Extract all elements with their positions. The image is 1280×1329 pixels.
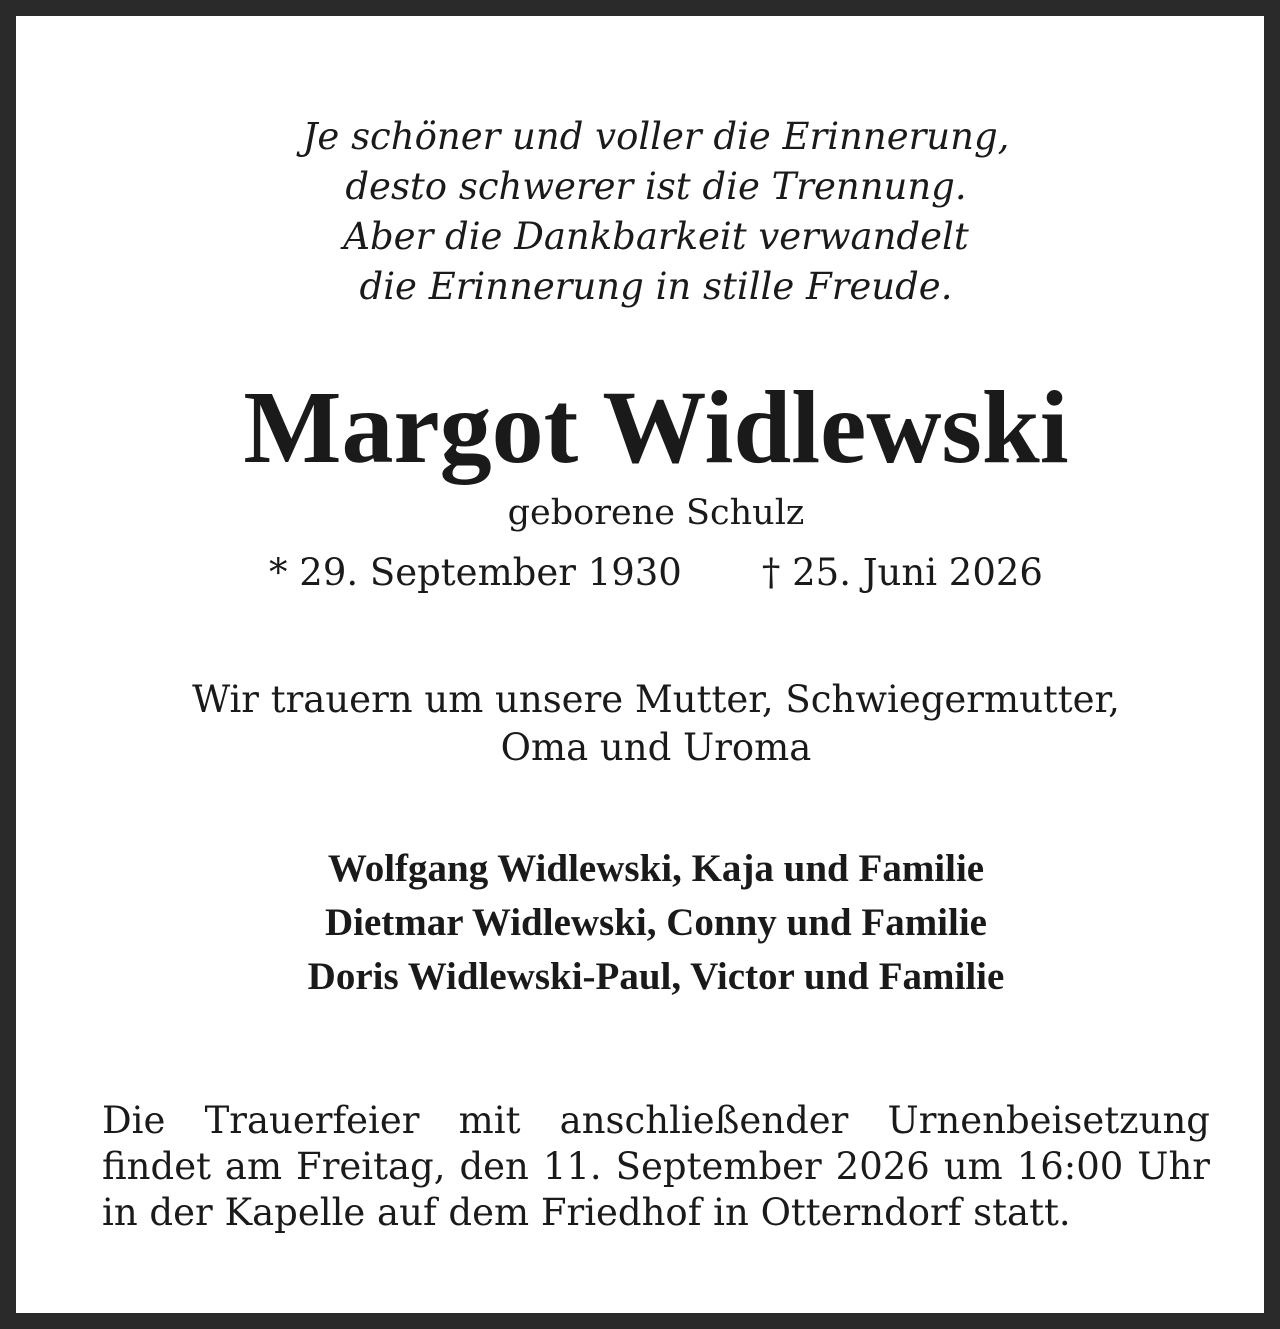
mourning-line: Wir trauern um unsere Mutter, Schwiegermutter, [192, 678, 1120, 721]
quote-line: Je schöner und voller die Erinnerung, [302, 115, 1010, 158]
family-list [16, 842, 1280, 1004]
family-member: Dietmar Widlewski, Conny und Familie [324, 901, 987, 944]
birth-date: * 29. September 1930 [269, 551, 682, 594]
mourning-statement [16, 676, 1280, 772]
family-member: Wolfgang Widlewski, Kaja und Familie [327, 847, 985, 890]
deceased-name: Margot Widlewski [243, 370, 1069, 485]
ceremony-line: Die Trauerfeier mit anschließender Urnenbeisetzung [102, 1099, 1210, 1142]
memorial-quote [16, 112, 1280, 312]
quote-line: desto schwerer ist die Trennung. [345, 165, 967, 208]
ceremony-notice [102, 1098, 1210, 1236]
life-dates [16, 548, 1280, 598]
quote-line: die Erinnerung in stille Freude. [359, 265, 953, 308]
mourning-line: Oma und Uroma [500, 726, 812, 769]
quote-line: Aber die Dankbarkeit verwandelt [343, 215, 969, 258]
ceremony-line: findet am Freitag, den 11. September 2026 um 16:00 Uhr [102, 1145, 1210, 1188]
family-member: Doris Widlewski-Paul, Victor und Familie [307, 955, 1005, 998]
maiden-name: geborene Schulz [507, 493, 805, 533]
death-date: † 25. Juni 2026 [761, 551, 1043, 594]
ceremony-line: in der Kapelle auf dem Friedhof in Otterndorf statt. [102, 1191, 1071, 1234]
